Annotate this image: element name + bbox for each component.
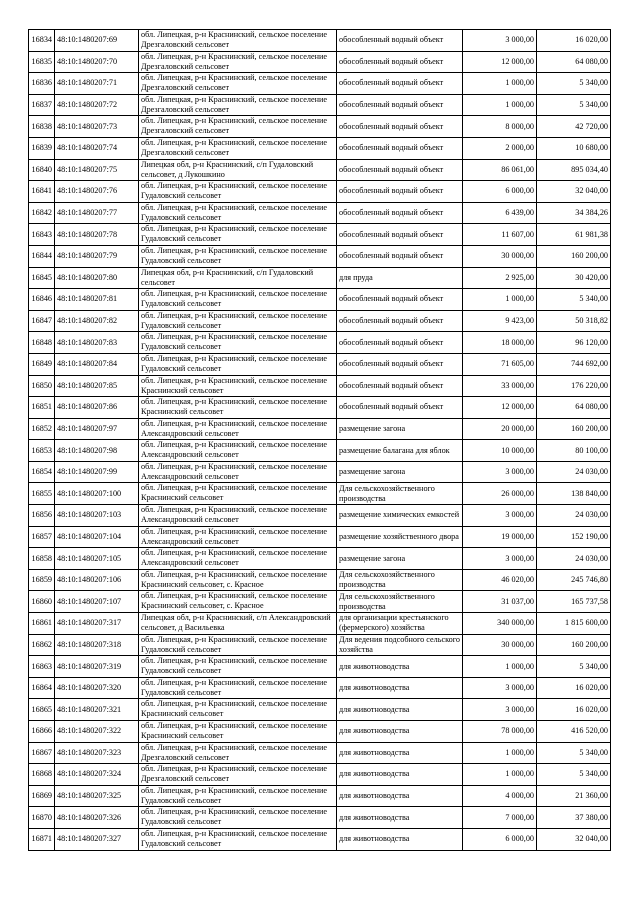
row-number-cell: 16844 bbox=[29, 245, 55, 267]
cadastral-cost-cell: 37 380,00 bbox=[537, 807, 611, 829]
area-cell: 30 000,00 bbox=[463, 245, 537, 267]
permitted-use-cell: обособленный водный объект bbox=[337, 116, 463, 138]
permitted-use-cell: для животноводства bbox=[337, 785, 463, 807]
cadastral-cost-cell: 24 030,00 bbox=[537, 548, 611, 570]
cadastral-number-cell: 48:10:1480207:83 bbox=[55, 332, 139, 354]
cadastral-number-cell: 48:10:1480207:69 bbox=[55, 30, 139, 52]
area-cell: 1 000,00 bbox=[463, 742, 537, 764]
cadastral-cost-cell: 61 981,38 bbox=[537, 224, 611, 246]
address-cell: обл. Липецкая, р-н Краснинский, сельское поселение Гудаловский сельсовет bbox=[139, 202, 337, 224]
permitted-use-cell: для животноводства bbox=[337, 742, 463, 764]
permitted-use-cell: обособленный водный объект bbox=[337, 181, 463, 203]
table-row bbox=[29, 526, 611, 548]
permitted-use-cell: для животноводства bbox=[337, 764, 463, 786]
cadastral-number-cell: 48:10:1480207:79 bbox=[55, 245, 139, 267]
table-row bbox=[29, 461, 611, 483]
area-cell: 4 000,00 bbox=[463, 785, 537, 807]
table-row bbox=[29, 807, 611, 829]
area-cell: 6 000,00 bbox=[463, 828, 537, 850]
cadastral-cost-cell: 5 340,00 bbox=[537, 94, 611, 116]
cadastral-cost-cell: 5 340,00 bbox=[537, 764, 611, 786]
row-number-cell: 16864 bbox=[29, 677, 55, 699]
area-cell: 19 000,00 bbox=[463, 526, 537, 548]
row-number-cell: 16845 bbox=[29, 267, 55, 289]
area-cell: 3 000,00 bbox=[463, 30, 537, 52]
table-row bbox=[29, 310, 611, 332]
address-cell: обл. Липецкая, р-н Краснинский, сельское поселение Дрезгаловский сельсовет bbox=[139, 94, 337, 116]
address-cell: обл. Липецкая, р-н Краснинский, сельское поселение Гудаловский сельсовет bbox=[139, 828, 337, 850]
permitted-use-cell: обособленный водный объект bbox=[337, 332, 463, 354]
cadastral-number-cell: 48:10:1480207:325 bbox=[55, 785, 139, 807]
cadastral-cost-cell: 744 692,00 bbox=[537, 353, 611, 375]
address-cell: обл. Липецкая, р-н Краснинский, сельское поселение Гудаловский сельсовет bbox=[139, 785, 337, 807]
row-number-cell: 16837 bbox=[29, 94, 55, 116]
cadastral-number-cell: 48:10:1480207:100 bbox=[55, 483, 139, 505]
table-row bbox=[29, 613, 611, 635]
row-number-cell: 16849 bbox=[29, 353, 55, 375]
permitted-use-cell: для животноводства bbox=[337, 807, 463, 829]
address-cell: обл. Липецкая, р-н Краснинский, сельское поселение Гудаловский сельсовет bbox=[139, 224, 337, 246]
address-cell: обл. Липецкая, р-н Краснинский, сельское поселение Гудаловский сельсовет bbox=[139, 656, 337, 678]
cadastral-number-cell: 48:10:1480207:78 bbox=[55, 224, 139, 246]
cadastral-number-cell: 48:10:1480207:322 bbox=[55, 721, 139, 743]
table-row bbox=[29, 785, 611, 807]
cadastral-cost-cell: 32 040,00 bbox=[537, 828, 611, 850]
cadastral-cost-cell: 64 080,00 bbox=[537, 51, 611, 73]
table-row bbox=[29, 634, 611, 656]
cadastral-number-cell: 48:10:1480207:317 bbox=[55, 613, 139, 635]
cadastral-number-cell: 48:10:1480207:80 bbox=[55, 267, 139, 289]
table-row bbox=[29, 116, 611, 138]
permitted-use-cell: для животноводства bbox=[337, 656, 463, 678]
address-cell: Липецкая обл, р-н Краснинский, с/п Александровский сельсовет, д Васильевка bbox=[139, 613, 337, 635]
address-cell: обл. Липецкая, р-н Краснинский, сельское поселение Гудаловский сельсовет bbox=[139, 289, 337, 311]
row-number-cell: 16859 bbox=[29, 569, 55, 591]
table-row bbox=[29, 202, 611, 224]
row-number-cell: 16848 bbox=[29, 332, 55, 354]
permitted-use-cell: обособленный водный объект bbox=[337, 224, 463, 246]
area-cell: 3 000,00 bbox=[463, 677, 537, 699]
area-cell: 20 000,00 bbox=[463, 418, 537, 440]
cadastral-number-cell: 48:10:1480207:71 bbox=[55, 73, 139, 95]
cadastral-number-cell: 48:10:1480207:326 bbox=[55, 807, 139, 829]
row-number-cell: 16836 bbox=[29, 73, 55, 95]
row-number-cell: 16861 bbox=[29, 613, 55, 635]
table-row bbox=[29, 51, 611, 73]
cadastral-number-cell: 48:10:1480207:77 bbox=[55, 202, 139, 224]
address-cell: обл. Липецкая, р-н Краснинский, сельское поселение Дрезгаловский сельсовет bbox=[139, 764, 337, 786]
row-number-cell: 16858 bbox=[29, 548, 55, 570]
area-cell: 18 000,00 bbox=[463, 332, 537, 354]
cadastral-cost-cell: 16 020,00 bbox=[537, 699, 611, 721]
address-cell: обл. Липецкая, р-н Краснинский, сельское поселение Гудаловский сельсовет bbox=[139, 310, 337, 332]
cadastral-number-cell: 48:10:1480207:75 bbox=[55, 159, 139, 181]
table-row bbox=[29, 548, 611, 570]
address-cell: обл. Липецкая, р-н Краснинский, сельское поселение Дрезгаловский сельсовет bbox=[139, 30, 337, 52]
row-number-cell: 16855 bbox=[29, 483, 55, 505]
area-cell: 1 000,00 bbox=[463, 94, 537, 116]
cadastral-number-cell: 48:10:1480207:72 bbox=[55, 94, 139, 116]
address-cell: обл. Липецкая, р-н Краснинский, сельское поселение Дрезгаловский сельсовет bbox=[139, 116, 337, 138]
permitted-use-cell: обособленный водный объект bbox=[337, 159, 463, 181]
table-row bbox=[29, 828, 611, 850]
row-number-cell: 16852 bbox=[29, 418, 55, 440]
cadastral-cost-cell: 5 340,00 bbox=[537, 73, 611, 95]
area-cell: 26 000,00 bbox=[463, 483, 537, 505]
table-row bbox=[29, 137, 611, 159]
permitted-use-cell: Для сельскохозяйственного производства bbox=[337, 483, 463, 505]
row-number-cell: 16868 bbox=[29, 764, 55, 786]
cadastral-cost-cell: 416 520,00 bbox=[537, 721, 611, 743]
row-number-cell: 16865 bbox=[29, 699, 55, 721]
area-cell: 8 000,00 bbox=[463, 116, 537, 138]
area-cell: 71 605,00 bbox=[463, 353, 537, 375]
permitted-use-cell: размещение хозяйственного двора bbox=[337, 526, 463, 548]
area-cell: 3 000,00 bbox=[463, 461, 537, 483]
area-cell: 12 000,00 bbox=[463, 397, 537, 419]
table-row bbox=[29, 30, 611, 52]
table-row bbox=[29, 440, 611, 462]
permitted-use-cell: обособленный водный объект bbox=[337, 94, 463, 116]
permitted-use-cell: для пруда bbox=[337, 267, 463, 289]
permitted-use-cell: для организации крестьянского (фермерского) хозяйства bbox=[337, 613, 463, 635]
row-number-cell: 16871 bbox=[29, 828, 55, 850]
table-row bbox=[29, 353, 611, 375]
permitted-use-cell: Для сельскохозяйственного производства bbox=[337, 569, 463, 591]
area-cell: 3 000,00 bbox=[463, 548, 537, 570]
cadastral-cost-cell: 152 190,00 bbox=[537, 526, 611, 548]
cadastral-number-cell: 48:10:1480207:106 bbox=[55, 569, 139, 591]
area-cell: 30 000,00 bbox=[463, 634, 537, 656]
cadastral-cost-cell: 895 034,40 bbox=[537, 159, 611, 181]
cadastral-number-cell: 48:10:1480207:103 bbox=[55, 505, 139, 527]
cadastral-cost-cell: 176 220,00 bbox=[537, 375, 611, 397]
cadastral-cost-cell: 24 030,00 bbox=[537, 505, 611, 527]
cadastral-cost-cell: 96 120,00 bbox=[537, 332, 611, 354]
address-cell: обл. Липецкая, р-н Краснинский, сельское поселение Гудаловский сельсовет bbox=[139, 807, 337, 829]
row-number-cell: 16863 bbox=[29, 656, 55, 678]
permitted-use-cell: размещение химических емкостей bbox=[337, 505, 463, 527]
address-cell: обл. Липецкая, р-н Краснинский, сельское поселение Александровский сельсовет bbox=[139, 440, 337, 462]
cadastral-cost-cell: 64 080,00 bbox=[537, 397, 611, 419]
address-cell: обл. Липецкая, р-н Краснинский, сельское поселение Александровский сельсовет bbox=[139, 461, 337, 483]
area-cell: 11 607,00 bbox=[463, 224, 537, 246]
table-row bbox=[29, 505, 611, 527]
cadastral-cost-cell: 42 720,00 bbox=[537, 116, 611, 138]
permitted-use-cell: обособленный водный объект bbox=[337, 202, 463, 224]
row-number-cell: 16860 bbox=[29, 591, 55, 613]
address-cell: обл. Липецкая, р-н Краснинский, сельское поселение Гудаловский сельсовет bbox=[139, 181, 337, 203]
cadastral-cost-cell: 245 746,80 bbox=[537, 569, 611, 591]
table-row bbox=[29, 591, 611, 613]
cadastral-number-cell: 48:10:1480207:74 bbox=[55, 137, 139, 159]
row-number-cell: 16835 bbox=[29, 51, 55, 73]
table-row bbox=[29, 483, 611, 505]
address-cell: обл. Липецкая, р-н Краснинский, сельское поселение Краснинский сельсовет bbox=[139, 699, 337, 721]
address-cell: обл. Липецкая, р-н Краснинский, сельское поселение Александровский сельсовет bbox=[139, 526, 337, 548]
cadastral-number-cell: 48:10:1480207:107 bbox=[55, 591, 139, 613]
area-cell: 3 000,00 bbox=[463, 699, 537, 721]
area-cell: 2 000,00 bbox=[463, 137, 537, 159]
table-row bbox=[29, 267, 611, 289]
row-number-cell: 16846 bbox=[29, 289, 55, 311]
area-cell: 1 000,00 bbox=[463, 764, 537, 786]
row-number-cell: 16853 bbox=[29, 440, 55, 462]
cadastral-number-cell: 48:10:1480207:323 bbox=[55, 742, 139, 764]
address-cell: обл. Липецкая, р-н Краснинский, сельское поселение Гудаловский сельсовет bbox=[139, 353, 337, 375]
area-cell: 6 439,00 bbox=[463, 202, 537, 224]
row-number-cell: 16838 bbox=[29, 116, 55, 138]
row-number-cell: 16866 bbox=[29, 721, 55, 743]
area-cell: 78 000,00 bbox=[463, 721, 537, 743]
row-number-cell: 16869 bbox=[29, 785, 55, 807]
cadastral-number-cell: 48:10:1480207:98 bbox=[55, 440, 139, 462]
cadastral-number-cell: 48:10:1480207:84 bbox=[55, 353, 139, 375]
table-row bbox=[29, 397, 611, 419]
address-cell: обл. Липецкая, р-н Краснинский, сельское поселение Краснинский сельсовет, с. Красное bbox=[139, 569, 337, 591]
permitted-use-cell: обособленный водный объект bbox=[337, 289, 463, 311]
row-number-cell: 16839 bbox=[29, 137, 55, 159]
address-cell: обл. Липецкая, р-н Краснинский, сельское поселение Гудаловский сельсовет bbox=[139, 245, 337, 267]
cadastral-cost-cell: 1 815 600,00 bbox=[537, 613, 611, 635]
address-cell: обл. Липецкая, р-н Краснинский, сельское поселение Гудаловский сельсовет bbox=[139, 634, 337, 656]
permitted-use-cell: размещение загона bbox=[337, 461, 463, 483]
address-cell: обл. Липецкая, р-н Краснинский, сельское поселение Дрезгаловский сельсовет bbox=[139, 742, 337, 764]
cadastral-number-cell: 48:10:1480207:327 bbox=[55, 828, 139, 850]
area-cell: 12 000,00 bbox=[463, 51, 537, 73]
cadastral-cost-cell: 5 340,00 bbox=[537, 656, 611, 678]
cadastral-cost-cell: 32 040,00 bbox=[537, 181, 611, 203]
table-row bbox=[29, 224, 611, 246]
table-row bbox=[29, 418, 611, 440]
area-cell: 10 000,00 bbox=[463, 440, 537, 462]
permitted-use-cell: размещение балагана для яблок bbox=[337, 440, 463, 462]
table-row bbox=[29, 181, 611, 203]
row-number-cell: 16834 bbox=[29, 30, 55, 52]
permitted-use-cell: обособленный водный объект bbox=[337, 375, 463, 397]
cadastral-number-cell: 48:10:1480207:320 bbox=[55, 677, 139, 699]
row-number-cell: 16841 bbox=[29, 181, 55, 203]
cadastral-number-cell: 48:10:1480207:318 bbox=[55, 634, 139, 656]
cadastral-number-cell: 48:10:1480207:321 bbox=[55, 699, 139, 721]
cadastral-cost-cell: 16 020,00 bbox=[537, 30, 611, 52]
area-cell: 7 000,00 bbox=[463, 807, 537, 829]
permitted-use-cell: обособленный водный объект bbox=[337, 353, 463, 375]
address-cell: обл. Липецкая, р-н Краснинский, сельское поселение Гудаловский сельсовет bbox=[139, 677, 337, 699]
address-cell: обл. Липецкая, р-н Краснинский, сельское поселение Краснинский сельсовет bbox=[139, 375, 337, 397]
address-cell: обл. Липецкая, р-н Краснинский, сельское поселение Дрезгаловский сельсовет bbox=[139, 73, 337, 95]
cadastral-cost-cell: 165 737,58 bbox=[537, 591, 611, 613]
cadastral-cost-cell: 10 680,00 bbox=[537, 137, 611, 159]
cadastral-number-cell: 48:10:1480207:105 bbox=[55, 548, 139, 570]
cadastral-cost-cell: 50 318,82 bbox=[537, 310, 611, 332]
row-number-cell: 16843 bbox=[29, 224, 55, 246]
row-number-cell: 16857 bbox=[29, 526, 55, 548]
cadastral-cost-cell: 80 100,00 bbox=[537, 440, 611, 462]
table-body bbox=[29, 30, 611, 851]
permitted-use-cell: обособленный водный объект bbox=[337, 30, 463, 52]
area-cell: 1 000,00 bbox=[463, 289, 537, 311]
cadastral-cost-cell: 30 420,00 bbox=[537, 267, 611, 289]
row-number-cell: 16840 bbox=[29, 159, 55, 181]
permitted-use-cell: размещение загона bbox=[337, 548, 463, 570]
row-number-cell: 16854 bbox=[29, 461, 55, 483]
table-row bbox=[29, 289, 611, 311]
table-row bbox=[29, 569, 611, 591]
table-row bbox=[29, 699, 611, 721]
address-cell: обл. Липецкая, р-н Краснинский, сельское поселение Гудаловский сельсовет bbox=[139, 332, 337, 354]
cadastral-number-cell: 48:10:1480207:97 bbox=[55, 418, 139, 440]
table-row bbox=[29, 73, 611, 95]
permitted-use-cell: обособленный водный объект bbox=[337, 245, 463, 267]
address-cell: обл. Липецкая, р-н Краснинский, сельское поселение Александровский сельсовет bbox=[139, 418, 337, 440]
cadastral-cost-cell: 34 384,26 bbox=[537, 202, 611, 224]
address-cell: обл. Липецкая, р-н Краснинский, сельское поселение Александровский сельсовет bbox=[139, 505, 337, 527]
cadastral-number-cell: 48:10:1480207:86 bbox=[55, 397, 139, 419]
table-row bbox=[29, 764, 611, 786]
address-cell: Липецкая обл, р-н Краснинский, с/п Гудаловский сельсовет bbox=[139, 267, 337, 289]
permitted-use-cell: Для сельскохозяйственного производства bbox=[337, 591, 463, 613]
address-cell: обл. Липецкая, р-н Краснинский, сельское поселение Дрезгаловский сельсовет bbox=[139, 137, 337, 159]
cadastral-cost-cell: 160 200,00 bbox=[537, 634, 611, 656]
cadastral-number-cell: 48:10:1480207:73 bbox=[55, 116, 139, 138]
cadastral-number-cell: 48:10:1480207:85 bbox=[55, 375, 139, 397]
table-row bbox=[29, 375, 611, 397]
area-cell: 46 020,00 bbox=[463, 569, 537, 591]
cadastral-number-cell: 48:10:1480207:82 bbox=[55, 310, 139, 332]
table-row bbox=[29, 742, 611, 764]
cadastral-number-cell: 48:10:1480207:324 bbox=[55, 764, 139, 786]
row-number-cell: 16867 bbox=[29, 742, 55, 764]
address-cell: обл. Липецкая, р-н Краснинский, сельское поселение Александровский сельсовет bbox=[139, 548, 337, 570]
land-plots-table bbox=[28, 29, 611, 851]
row-number-cell: 16862 bbox=[29, 634, 55, 656]
cadastral-cost-cell: 24 030,00 bbox=[537, 461, 611, 483]
cadastral-number-cell: 48:10:1480207:104 bbox=[55, 526, 139, 548]
area-cell: 2 925,00 bbox=[463, 267, 537, 289]
permitted-use-cell: обособленный водный объект bbox=[337, 310, 463, 332]
permitted-use-cell: обособленный водный объект bbox=[337, 73, 463, 95]
row-number-cell: 16847 bbox=[29, 310, 55, 332]
row-number-cell: 16850 bbox=[29, 375, 55, 397]
permitted-use-cell: для животноводства bbox=[337, 721, 463, 743]
cadastral-number-cell: 48:10:1480207:81 bbox=[55, 289, 139, 311]
area-cell: 33 000,00 bbox=[463, 375, 537, 397]
cadastral-number-cell: 48:10:1480207:70 bbox=[55, 51, 139, 73]
row-number-cell: 16842 bbox=[29, 202, 55, 224]
address-cell: обл. Липецкая, р-н Краснинский, сельское поселение Краснинский сельсовет bbox=[139, 397, 337, 419]
row-number-cell: 16870 bbox=[29, 807, 55, 829]
table-row bbox=[29, 332, 611, 354]
area-cell: 9 423,00 bbox=[463, 310, 537, 332]
permitted-use-cell: обособленный водный объект bbox=[337, 137, 463, 159]
table-row bbox=[29, 245, 611, 267]
address-cell: обл. Липецкая, р-н Краснинский, сельское поселение Краснинский сельсовет, с. Красное bbox=[139, 591, 337, 613]
cadastral-cost-cell: 21 360,00 bbox=[537, 785, 611, 807]
cadastral-cost-cell: 5 340,00 bbox=[537, 742, 611, 764]
permitted-use-cell: обособленный водный объект bbox=[337, 51, 463, 73]
cadastral-cost-cell: 138 840,00 bbox=[537, 483, 611, 505]
table-row bbox=[29, 677, 611, 699]
address-cell: Липецкая обл, р-н Краснинский, с/п Гудаловский сельсовет, д Лукошкино bbox=[139, 159, 337, 181]
area-cell: 340 000,00 bbox=[463, 613, 537, 635]
table-row bbox=[29, 721, 611, 743]
area-cell: 1 000,00 bbox=[463, 656, 537, 678]
cadastral-number-cell: 48:10:1480207:319 bbox=[55, 656, 139, 678]
permitted-use-cell: Для ведения подсобного сельского хозяйства bbox=[337, 634, 463, 656]
permitted-use-cell: для животноводства bbox=[337, 699, 463, 721]
row-number-cell: 16851 bbox=[29, 397, 55, 419]
cadastral-cost-cell: 160 200,00 bbox=[537, 418, 611, 440]
address-cell: обл. Липецкая, р-н Краснинский, сельское поселение Краснинский сельсовет bbox=[139, 721, 337, 743]
cadastral-cost-cell: 5 340,00 bbox=[537, 289, 611, 311]
area-cell: 1 000,00 bbox=[463, 73, 537, 95]
area-cell: 3 000,00 bbox=[463, 505, 537, 527]
table-row bbox=[29, 159, 611, 181]
permitted-use-cell: для животноводства bbox=[337, 677, 463, 699]
permitted-use-cell: размещение загона bbox=[337, 418, 463, 440]
address-cell: обл. Липецкая, р-н Краснинский, сельское поселение Дрезгаловский сельсовет bbox=[139, 51, 337, 73]
cadastral-cost-cell: 160 200,00 bbox=[537, 245, 611, 267]
area-cell: 6 000,00 bbox=[463, 181, 537, 203]
cadastral-cost-cell: 16 020,00 bbox=[537, 677, 611, 699]
permitted-use-cell: для животноводства bbox=[337, 828, 463, 850]
area-cell: 86 061,00 bbox=[463, 159, 537, 181]
cadastral-number-cell: 48:10:1480207:76 bbox=[55, 181, 139, 203]
table-row bbox=[29, 94, 611, 116]
address-cell: обл. Липецкая, р-н Краснинский, сельское поселение Краснинский сельсовет bbox=[139, 483, 337, 505]
cadastral-number-cell: 48:10:1480207:99 bbox=[55, 461, 139, 483]
permitted-use-cell: обособленный водный объект bbox=[337, 397, 463, 419]
row-number-cell: 16856 bbox=[29, 505, 55, 527]
area-cell: 31 037,00 bbox=[463, 591, 537, 613]
table-row bbox=[29, 656, 611, 678]
